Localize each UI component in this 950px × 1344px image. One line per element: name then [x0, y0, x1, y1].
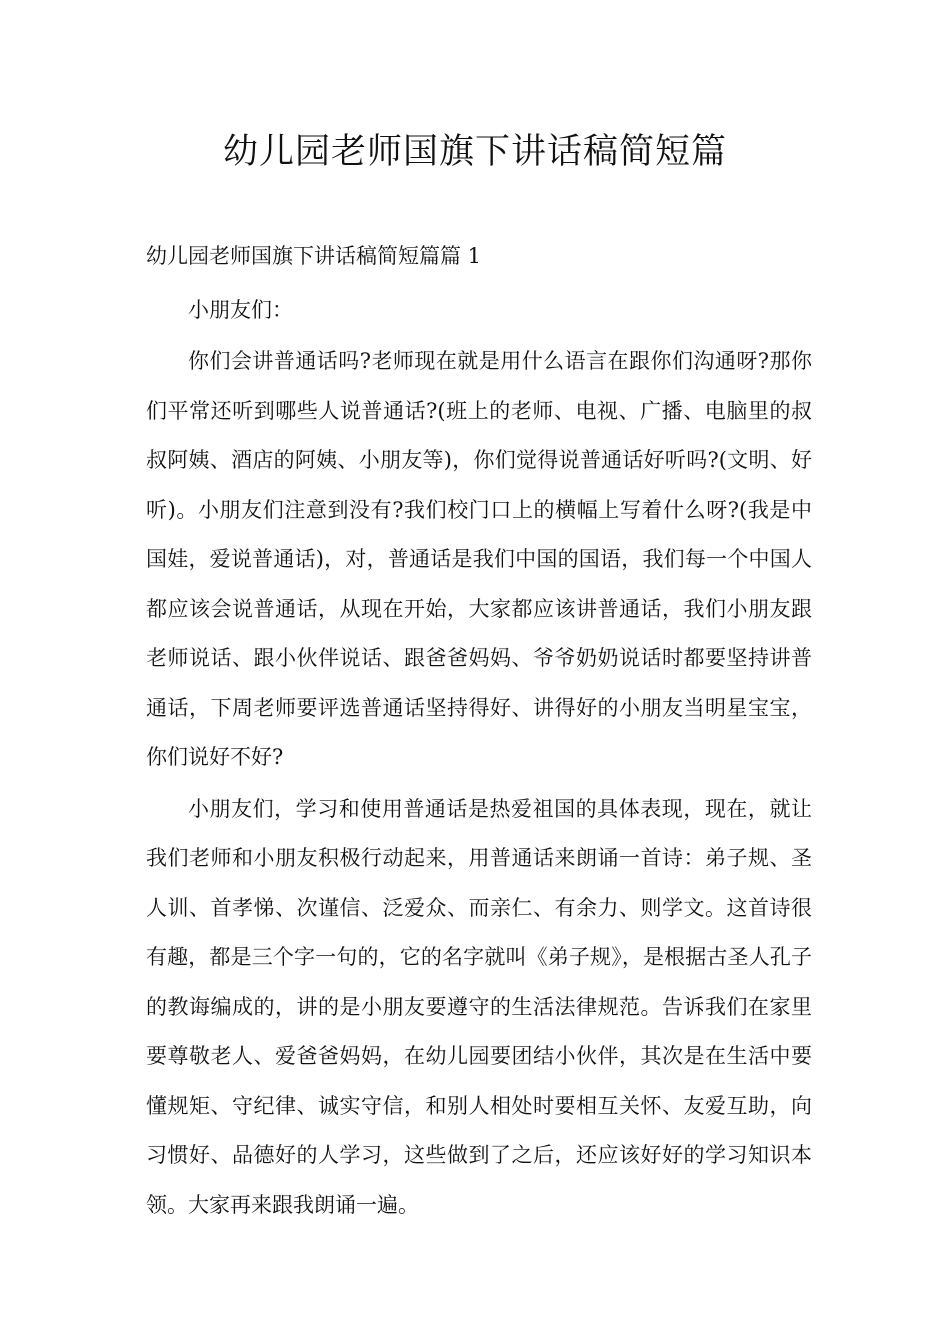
document-title: 幼儿园老师国旗下讲话稿简短篇 [222, 132, 727, 172]
paragraph-greeting: 小朋友们： [188, 297, 293, 322]
section-heading: 幼儿园老师国旗下讲话稿简短篇篇 1 [146, 244, 482, 268]
paragraph-2: 小朋友们，学习和使用普通话是热爱祖国的具体表现，现在，就让我们老师和小朋友积极行动起来，用普通话来朗诵一首诗：弟子规、圣人训、首孝悌、次谨信、泛爱众、而亲仁、有余力、则学文。这首诗很有趣，都是三个字一句的，它的名字就叫《弟子规》，是根据古圣人孔子的教诲编成的，讲的是小朋友要遵守的生活法律规范。告诉我们在家里要尊敬老人、爱爸爸妈妈，在幼儿园要团结小伙伴，其次是在生活中要懂规矩、守纪律、诚实守信，和别人相处时要相互关怀、友爱互助，向习惯好、品德好的人学习，这些做到了之后，还应该好好的学习知识本领。大家再来跟我朗诵一遍。 [146, 796, 812, 1217]
paragraph-1: 你们会讲普通话吗?老师现在就是用什么语言在跟你们沟通呀?那你们平常还听到哪些人说普通话?(班上的老师、电视、广播、电脑里的叔叔阿姨、酒店的阿姨、小朋友等)，你们觉得说普通话好听吗?(文明、好听)。小朋友们注意到没有?我们校门口上的横幅上写着什么呀?(我是中国娃，爱说普通话)，对，普通话是我们中国的国语，我们每一个中国人都应该会说普通话，从现在开始，大家都应该讲普通话，我们小朋友跟老师说话、跟小伙伴说话、跟爸爸妈妈、爷爷奶奶说话时都要坚持讲普通话，下周老师要评选普通话坚持得好、讲得好的小朋友当明星宝宝，你们说好不好? [146, 349, 812, 769]
document-body [146, 232, 812, 1230]
